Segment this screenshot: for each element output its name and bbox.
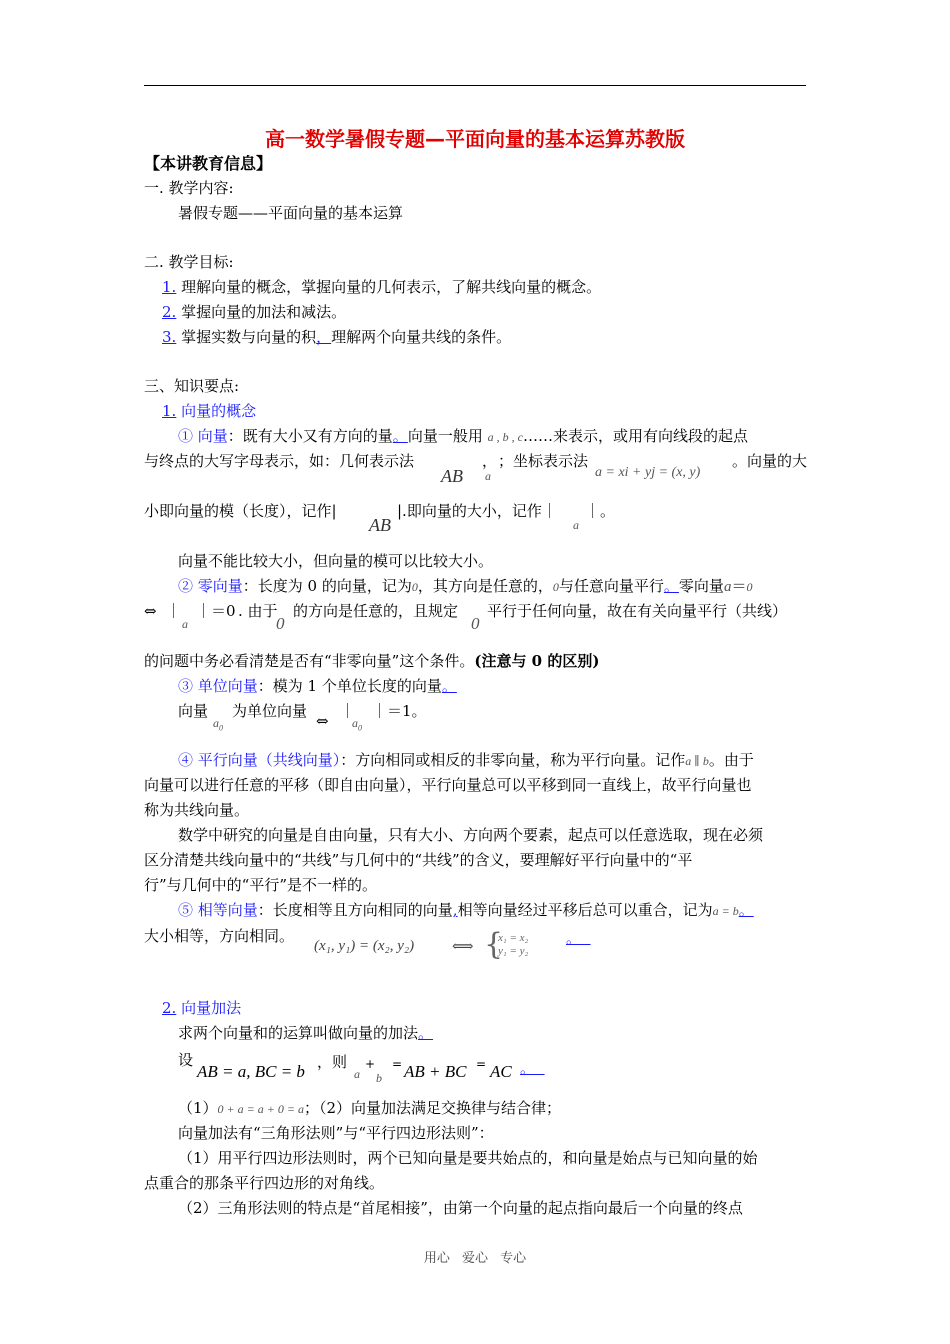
math-AB: AB bbox=[441, 466, 463, 486]
math-zero: 0 bbox=[552, 580, 559, 594]
unit-vector-label: ③ 单位向量 bbox=[178, 677, 258, 695]
math-abc: a , b , c bbox=[487, 430, 523, 444]
math-zero: 0 bbox=[411, 580, 418, 594]
parallel-vector-text: ：方向相同或相反的非零向量，称为平行向量。记作 bbox=[340, 751, 686, 769]
zero-vector-text-e: . 由于 bbox=[238, 602, 278, 620]
unit-vector-tail: ｜＝1。 bbox=[372, 702, 427, 720]
parallel-vector-label: ④ 平行向量（共线向量） bbox=[178, 751, 341, 769]
period-mark bbox=[566, 928, 591, 948]
math-a: a bbox=[723, 579, 732, 595]
goal-3 bbox=[162, 327, 511, 347]
zero-vector-line1 bbox=[178, 576, 752, 597]
period-text: 。 bbox=[566, 929, 582, 947]
vector-label: ① 向量 bbox=[178, 427, 228, 445]
math-system-eq1: x₁ = x₂ bbox=[498, 932, 529, 944]
comma-mark: , bbox=[452, 901, 458, 919]
knowledge-2-number: 2. bbox=[162, 999, 177, 1017]
math-zero: 0 bbox=[276, 614, 285, 633]
goal-3-separator: ， bbox=[316, 328, 332, 346]
abs-bar-left: ｜ bbox=[166, 602, 182, 620]
math-a: a bbox=[354, 1067, 360, 1081]
period-mark: 。 bbox=[441, 677, 457, 695]
unit-vector-condition: 为单位向量 bbox=[232, 702, 308, 720]
equal-vector-line1 bbox=[178, 900, 754, 921]
goal-1 bbox=[162, 277, 601, 297]
math-b: b bbox=[376, 1071, 382, 1085]
period-text: 。 bbox=[520, 1059, 536, 1077]
goal-3-text-a: 掌握实数与向量的积 bbox=[181, 328, 317, 346]
free-vector-line2: 区分清楚共线向量中的“共线”与几何中的“共线”的含义，要理解好平行向量中的“平 bbox=[144, 851, 693, 869]
zero-vector-text-b: ，其方向是任意的， bbox=[417, 577, 553, 595]
math-zero: 0 bbox=[746, 580, 753, 594]
math-equals: = bbox=[476, 1057, 487, 1071]
math-a: a bbox=[485, 469, 491, 483]
vector-notation-tail: ……来表示，或用有向线段的起点 bbox=[522, 427, 748, 445]
iff-long-symbol: ⟺ bbox=[452, 937, 474, 955]
period-mark bbox=[520, 1058, 545, 1078]
triangle-rule-line1: （2）三角形法则的特点是“首尾相接”，由第一个向量的起点指向最后一个向量的终点 bbox=[178, 1199, 743, 1217]
math-a0-base: a bbox=[352, 716, 358, 730]
section3-heading: 三、知识要点: bbox=[144, 377, 240, 395]
math-zero: 0 bbox=[471, 614, 480, 633]
section2-heading: 二. 教学目标: bbox=[144, 253, 234, 271]
zero-vector-label: ② 零向量 bbox=[178, 577, 243, 595]
zero-vector-line3-text: 的问题中务必看清楚是否有“非零向量”这个条件。 bbox=[144, 652, 475, 670]
magnitude-line-a: 小即向量的模（长度），记作| bbox=[144, 502, 337, 520]
equals-sign: ＝ bbox=[731, 577, 747, 595]
vector-definition-line2: 与终点的大写字母表示，如：几何表示法 bbox=[144, 452, 415, 470]
math-subscript: 0 bbox=[358, 723, 362, 733]
goal-2-number: 2. bbox=[162, 303, 177, 321]
abs-bar-right: ｜＝0 bbox=[196, 602, 236, 620]
zero-vector-text-f: 的方向是任意的，且规定 bbox=[293, 602, 459, 620]
unit-vector-line1 bbox=[178, 676, 457, 696]
rule-1-prefix: （1） bbox=[178, 1099, 218, 1117]
math-a0 bbox=[213, 713, 223, 738]
knowledge-2-title: 向量加法 bbox=[181, 999, 242, 1017]
math-AC: AC bbox=[490, 1062, 512, 1081]
period-mark: 。 bbox=[663, 577, 679, 595]
parallel-vector-line1 bbox=[178, 750, 754, 771]
goal-1-number: 1. bbox=[162, 278, 177, 296]
math-given: AB = a, BC = b bbox=[197, 1062, 305, 1081]
goal-2-text: 掌握向量的加法和减法。 bbox=[181, 303, 347, 321]
goal-1-text: 理解向量的概念，掌握向量的几何表示，了解共线向量的概念。 bbox=[181, 278, 602, 296]
math-sum: AB + BC bbox=[404, 1062, 467, 1081]
goal-3-number: 3. bbox=[162, 328, 177, 346]
math-a-magnitude: a bbox=[573, 518, 579, 532]
addition-then: ，则 bbox=[317, 1053, 348, 1071]
addition-rules-intro: 向量加法有“三角形法则”与“平行四边形法则”： bbox=[178, 1124, 494, 1142]
rule-1-tail: ；（2）向量加法满足交换律与结合律； bbox=[303, 1099, 561, 1117]
coordinate-label: ；坐标表示法 bbox=[498, 452, 589, 470]
math-system-eq2: y₁ = y₂ bbox=[498, 945, 529, 957]
parallelogram-rule-line1: （1）用平行四边形法则时，两个已知向量是要共始点的，和向量是始点与已知向量的始 bbox=[178, 1149, 758, 1167]
goal-3-text-b: 理解两个向量共线的条件。 bbox=[331, 328, 512, 346]
math-equals: = bbox=[392, 1057, 403, 1071]
math-plus: + bbox=[365, 1057, 376, 1071]
equal-vector-text-a: ：长度相等且方向相同的向量 bbox=[257, 901, 453, 919]
period-mark: 。 bbox=[418, 1024, 434, 1042]
magnitude-line-c: ｜。 bbox=[585, 502, 616, 520]
knowledge-1-title: 向量的概念 bbox=[181, 402, 257, 420]
knowledge-2-heading bbox=[162, 998, 241, 1018]
period-mark: 。 bbox=[392, 427, 408, 445]
knowledge-1-heading bbox=[162, 401, 256, 421]
magnitude-line-b: |.即向量的大小，记作｜ bbox=[397, 502, 557, 520]
vector-definition-text: ：既有大小又有方向的量 bbox=[227, 427, 393, 445]
parallel-vector-line2: 向量可以进行任意的平移（即自由向量），平行向量总可以平移到同一直线上，故平行向量也 bbox=[144, 776, 752, 794]
zero-vector-text-a: ：长度为 0 的向量，记为 bbox=[242, 577, 412, 595]
zero-vector-note: (注意与 0 的区别) bbox=[474, 652, 600, 670]
addition-definition-text: 求两个向量和的运算叫做向量的加法 bbox=[178, 1024, 419, 1042]
iff-symbol: ⇔ bbox=[144, 602, 157, 620]
math-parallel-notation: a ∥ b bbox=[685, 754, 709, 768]
math-coordinate-equality: (x₁, y₁) = (x₂, y₂) bbox=[314, 938, 415, 954]
free-vector-line1: 数学中研究的向量是自由向量，只有大小、方向两个要素，起点可以任意选取，现在必须 bbox=[178, 826, 764, 844]
abs-bar-left: ｜ bbox=[340, 702, 356, 720]
parallel-vector-line3: 称为共线向量。 bbox=[144, 801, 250, 819]
math-equal-notation: a = b bbox=[712, 904, 739, 918]
header-rule bbox=[144, 85, 806, 86]
math-subscript: 0 bbox=[219, 723, 223, 733]
zero-vector-text-d: 零向量 bbox=[678, 577, 724, 595]
math-a0-base: a bbox=[213, 716, 219, 730]
comma: ， bbox=[482, 452, 498, 470]
zero-vector-text-c: 与任意向量平行 bbox=[558, 577, 664, 595]
iff-symbol: ⇔ bbox=[316, 712, 329, 730]
vector-definition-tail: 。向量的大 bbox=[732, 452, 808, 470]
equal-vector-line2: 大小相等，方向相同。 bbox=[144, 927, 295, 945]
knowledge-1-number: 1. bbox=[162, 402, 177, 420]
addition-set: 设 bbox=[178, 1051, 194, 1069]
unit-vector-line2-label: 向量 bbox=[178, 702, 209, 720]
page-footer: 用心 爱心 专心 bbox=[423, 1251, 527, 1266]
zero-vector-text-g: 平行于任何向量，故在有关向量平行（共线） bbox=[487, 602, 788, 620]
document-title: 高一数学暑假专题—平面向量的基本运算苏教版 bbox=[265, 127, 685, 151]
math-zero-identity: 0 + a = a + 0 = a bbox=[217, 1102, 304, 1116]
equal-vector-label: ⑤ 相等向量 bbox=[178, 901, 258, 919]
info-header: 【本讲教育信息】 bbox=[144, 154, 273, 173]
addition-definition bbox=[178, 1023, 433, 1043]
system-brace-icon: { bbox=[484, 927, 504, 962]
equal-vector-text-b: 相等向量经过平移后总可以重合，记为 bbox=[457, 901, 713, 919]
unit-vector-text: ：模为 1 个单位长度的向量 bbox=[257, 677, 442, 695]
goal-2 bbox=[162, 302, 346, 322]
comparison-note: 向量不能比较大小，但向量的模可以比较大小。 bbox=[178, 552, 494, 570]
math-a: a bbox=[182, 617, 188, 631]
section1-content: 暑假专题——平面向量的基本运算 bbox=[178, 204, 404, 222]
math-AB-magnitude: AB bbox=[369, 515, 391, 535]
math-coordinate-formula: a = xi + yj = (x, y) bbox=[595, 465, 701, 480]
free-vector-line3: 行”与几何中的“平行”是不一样的。 bbox=[144, 876, 378, 894]
math-a0 bbox=[352, 713, 362, 738]
vector-definition-line1 bbox=[178, 426, 748, 447]
period-mark: 。 bbox=[738, 901, 754, 919]
parallel-vector-tail: 。由于 bbox=[708, 751, 754, 769]
section1-heading: 一. 教学内容: bbox=[144, 179, 234, 197]
parallelogram-rule-line2: 点重合的那条平行四边形的对角线。 bbox=[144, 1174, 385, 1192]
vector-notation-text: 向量一般用 bbox=[407, 427, 483, 445]
zero-vector-line3 bbox=[144, 651, 599, 671]
addition-rule-1 bbox=[178, 1098, 561, 1119]
